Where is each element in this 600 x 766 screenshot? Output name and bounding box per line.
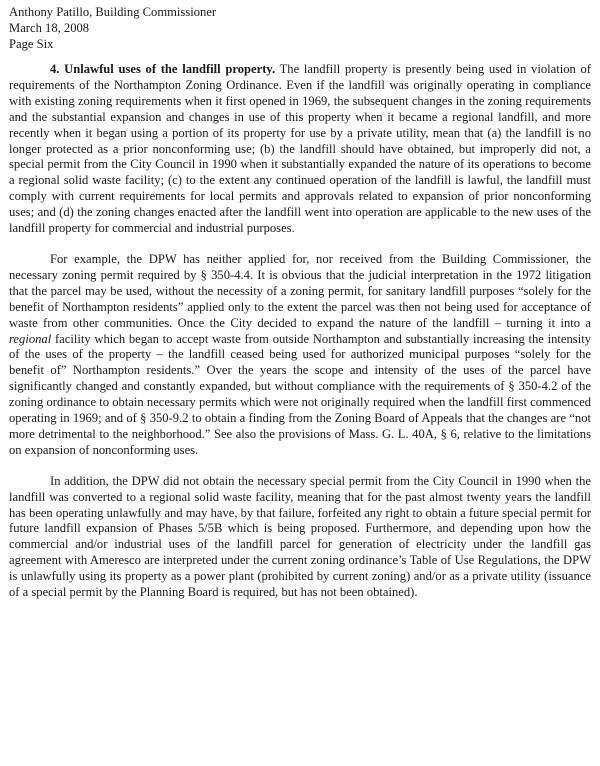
paragraph-text-start: For example, the DPW has neither applied for, nor received from the Building Commissioner, the necessary zoning permit required by § 350-4.4. It is obvious that the judicial interpretation in the 1972 litigation that the parcel may be used, without the necessity of a zoning permit, for sanitary landfill purposes “solely for the benefit of Northampton residents” applied only to the extent the parcel was then not being used for acceptance of waste from other communities. Once the City decided to expand the nature of the landfill – turning it into a bbox=[9, 251, 591, 330]
paragraph-text-end: facility which began to accept waste from outside Northampton and substantially increasing the intensity of the uses of the property – the landfill ceased being used for authorized municipal purposes “solely for the benefit of” Northampton residents.” Over the years the scope and intensity of the uses of the parcel have significantly changed and constantly expanded, but without compliance with the requirements of § 350-4.2 of the zoning ordinance to obtain necessary permits which were not originally required when the landfill first commenced operating in 1969; and of § 350-9.2 to obtain a finding from the Zoning Board of Appeals that the changes are “not more detrimental to the neighborhood.” See also the provisions of Mass. G. L. 40A, § 6, relative to the limitations on expansion of nonconforming uses. bbox=[9, 331, 591, 457]
header-recipient: Anthony Patillo, Building Commissioner bbox=[9, 5, 217, 19]
letter-header bbox=[9, 4, 591, 52]
italic-word: regional bbox=[9, 331, 52, 346]
section-heading: 4. Unlawful uses of the landfill property. bbox=[50, 62, 276, 76]
header-page-number: Page Six bbox=[9, 37, 54, 51]
paragraph-text: The landfill property is presently being used in violation of requirements of the Northampton Zoning Ordinance. Even if the landfill was originally operating in compliance with existing zoning requirements when it first opened in 1969, the subsequent changes in the zoning requirements and the substantial expansion and changes in use of this property when it became a regional landfill, and more recently when it began using a portion of its property for use by a private utility, mean that (a) the landfill is no longer protected as a prior nonconforming use; (b) the landfill should have obtained, but improperly did not, a special permit from the City Council in 1990 when it substantially expanded the nature of its operations to become a regional solid waste facility; (c) to the extent any continued operation of the landfill is lawful, the landfill must comply with current requirements for local permits and approvals related to expansion of prior nonconforming uses; and (d) the zoning changes enacted after the landfill went into operation are applicable to the new uses of the landfill property for commercial and industrial purposes. bbox=[9, 62, 591, 236]
paragraph-text: In addition, the DPW did not obtain the necessary special permit from the City Council in 1990 when the landfill was converted to a regional solid waste facility, meaning that for the past almost twenty years the landfill has been operating unlawfully and may have, by that failure, forfeited any right to obtain a future special permit for future landfill expansion of Phases 5/5B which is being proposed. Furthermore, and depending upon how the commercial and/or industrial uses of the landfill parcel for generation of electricity under the landfill gas agreement with Ameresco are interpreted under the current zoning ordinance’s Table of Use Regulations, the DPW is unlawfully using its property as a power plant (prohibited by current zoning) and/or as a private utility (issuance of a special permit by the Planning Board is required, but has not been obtained). bbox=[9, 473, 591, 600]
paragraph-in-addition bbox=[9, 474, 591, 601]
header-date: March 18, 2008 bbox=[9, 21, 90, 35]
paragraph-unlawful-uses bbox=[9, 62, 591, 237]
paragraph-example bbox=[9, 252, 591, 459]
